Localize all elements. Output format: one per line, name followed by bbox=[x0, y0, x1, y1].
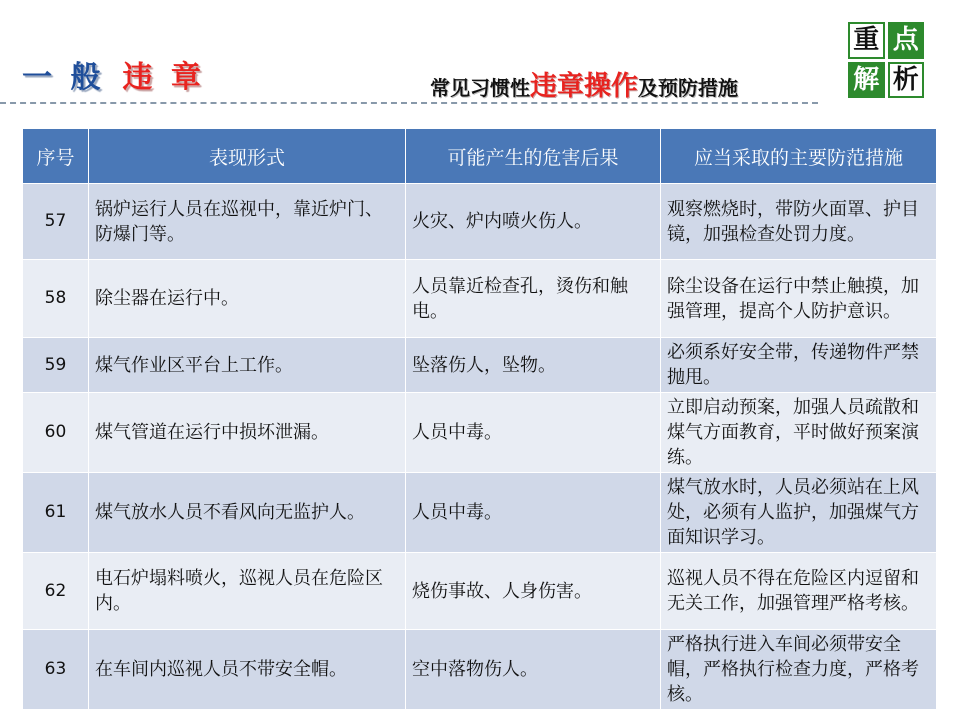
badge-char-4: 析 bbox=[888, 62, 925, 99]
cell-form: 在车间内巡视人员不带安全帽。 bbox=[89, 630, 406, 710]
subtitle-before: 常见习惯性 bbox=[430, 76, 530, 100]
key-analysis-badge bbox=[848, 22, 924, 98]
table-row bbox=[23, 553, 937, 630]
column-header-no: 序号 bbox=[23, 129, 89, 184]
cell-form: 煤气放水人员不看风向无监护人。 bbox=[89, 473, 406, 553]
table-header-row bbox=[23, 129, 937, 184]
violations-table bbox=[22, 128, 937, 710]
page-title-part1: 一 般 bbox=[22, 60, 105, 95]
page-subtitle bbox=[430, 64, 738, 103]
subtitle-highlight: 违章操作 bbox=[530, 71, 638, 102]
cell-no: 60 bbox=[23, 393, 89, 473]
cell-harm: 人员中毒。 bbox=[406, 393, 661, 473]
header-divider bbox=[0, 102, 818, 104]
cell-measure: 必须系好安全带，传递物件严禁抛甩。 bbox=[661, 338, 937, 393]
cell-form: 电石炉塌料喷火，巡视人员在危险区内。 bbox=[89, 553, 406, 630]
badge-char-2: 点 bbox=[888, 22, 925, 59]
cell-harm: 坠落伤人，坠物。 bbox=[406, 338, 661, 393]
cell-measure: 煤气放水时，人员必须站在上风处，必须有人监护，加强煤气方面知识学习。 bbox=[661, 473, 937, 553]
cell-measure: 立即启动预案，加强人员疏散和煤气方面教育，平时做好预案演练。 bbox=[661, 393, 937, 473]
table-row bbox=[23, 630, 937, 710]
column-header-harm: 可能产生的危害后果 bbox=[406, 129, 661, 184]
column-header-form: 表现形式 bbox=[89, 129, 406, 184]
cell-harm: 人员靠近检查孔，烫伤和触电。 bbox=[406, 260, 661, 338]
table-row bbox=[23, 338, 937, 393]
table-row bbox=[23, 473, 937, 553]
page-title-part2: 违 章 bbox=[122, 60, 205, 95]
cell-measure: 观察燃烧时，带防火面罩、护目镜，加强检查处罚力度。 bbox=[661, 184, 937, 260]
cell-no: 62 bbox=[23, 553, 89, 630]
cell-form: 煤气作业区平台上工作。 bbox=[89, 338, 406, 393]
cell-harm: 人员中毒。 bbox=[406, 473, 661, 553]
cell-harm: 空中落物伤人。 bbox=[406, 630, 661, 710]
cell-no: 63 bbox=[23, 630, 89, 710]
cell-measure: 巡视人员不得在危险区内逗留和无关工作，加强管理严格考核。 bbox=[661, 553, 937, 630]
table-row bbox=[23, 260, 937, 338]
cell-no: 61 bbox=[23, 473, 89, 553]
table-row bbox=[23, 184, 937, 260]
badge-char-3: 解 bbox=[848, 62, 885, 99]
badge-char-1: 重 bbox=[848, 22, 885, 59]
subtitle-after: 及预防措施 bbox=[638, 76, 738, 100]
page-title bbox=[22, 52, 205, 96]
cell-measure: 严格执行进入车间必须带安全帽，严格执行检查力度，严格考核。 bbox=[661, 630, 937, 710]
cell-harm: 烧伤事故、人身伤害。 bbox=[406, 553, 661, 630]
cell-measure: 除尘设备在运行中禁止触摸，加强管理，提高个人防护意识。 bbox=[661, 260, 937, 338]
cell-harm: 火灾、炉内喷火伤人。 bbox=[406, 184, 661, 260]
cell-form: 除尘器在运行中。 bbox=[89, 260, 406, 338]
column-header-measure: 应当采取的主要防范措施 bbox=[661, 129, 937, 184]
table-row bbox=[23, 393, 937, 473]
cell-no: 59 bbox=[23, 338, 89, 393]
cell-no: 58 bbox=[23, 260, 89, 338]
cell-form: 锅炉运行人员在巡视中，靠近炉门、防爆门等。 bbox=[89, 184, 406, 260]
cell-no: 57 bbox=[23, 184, 89, 260]
cell-form: 煤气管道在运行中损坏泄漏。 bbox=[89, 393, 406, 473]
